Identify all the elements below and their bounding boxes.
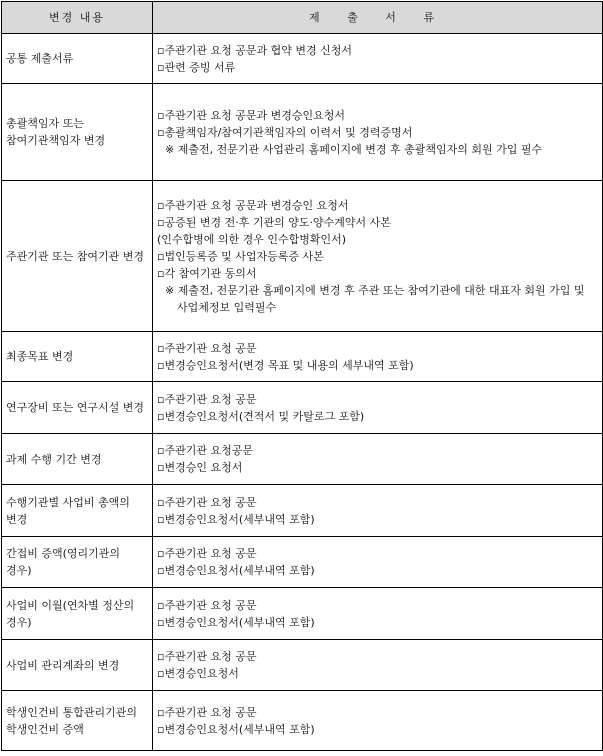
table-row: [2, 434, 603, 485]
row-category: 최종목표 변경: [2, 332, 153, 382]
row-category: 사업비 이월(연차별 정산의 경우): [2, 588, 153, 640]
table-row: [2, 34, 603, 84]
table-row: [2, 691, 603, 751]
document-item: ▫변경승인요청서: [157, 667, 239, 680]
row-documents: [153, 691, 603, 751]
table-row: [2, 485, 603, 537]
document-item: ▫주관기관 요청 공문: [157, 392, 257, 406]
document-item: ▫각 참여기관 동의서: [157, 266, 257, 280]
header-row: [2, 2, 603, 34]
document-item: ▫주관기관 요청 공문과 변경승인요청서: [157, 108, 345, 122]
row-category: 간접비 증액(영리기관의 경우): [2, 537, 153, 588]
document-item: ▫변경승인요청서(견적서 및 카탈로그 포함): [157, 409, 365, 423]
document-item: ▫변경승인 요청서: [157, 461, 243, 474]
note-item: ※ 제출전, 전문기관 사업관리 홈페이지에 변경 후 총괄책임자의 회원 가입 필수: [165, 142, 543, 156]
document-item: ▫변경승인요청서(세부내역 포함): [157, 615, 315, 629]
table-row: [2, 181, 603, 332]
document-item: ▫주관기관 요청 공문과 변경승인 요청서: [157, 198, 349, 212]
table-row: [2, 382, 603, 434]
row-documents: [153, 84, 603, 181]
document-item: ▫주관기관 요청공문: [157, 444, 253, 457]
row-documents: [153, 181, 603, 332]
row-category: 총괄책임자 또는 참여기관책임자 변경: [2, 84, 153, 181]
row-documents: [153, 537, 603, 588]
document-item: ▫변경승인요청서(변경 목표 및 내용의 세부내역 포함): [157, 358, 414, 372]
table-row: [2, 640, 603, 691]
note-item: ※ 제출전, 전문기관 홈페이지에 변경 후 주관 또는 참여기관에 대한 대표자 회원 가입 및 사업체정보 입력필수: [165, 283, 585, 314]
row-category: 사업비 관리계좌의 변경: [2, 640, 153, 691]
row-category: 연구장비 또는 연구시설 변경: [2, 382, 153, 434]
table-row: [2, 537, 603, 588]
document-item: ▫주관기관 요청 공문: [157, 341, 257, 355]
document-item: ▫관련 증빙 서류: [157, 60, 236, 74]
row-documents: [153, 34, 603, 84]
document-item: ▫변경승인요청서(세부내역 포함): [157, 722, 315, 736]
row-documents: [153, 332, 603, 382]
document-item: ▫변경승인요청서(세부내역 포함): [157, 564, 315, 577]
row-category: 주관기관 또는 참여기관 변경: [2, 181, 153, 332]
document-item: ▫주관기관 요청 공문: [157, 705, 257, 719]
document-item: ▫총괄책임자/참여기관책임자의 이력서 및 경력증명서: [157, 125, 413, 139]
table-row: [2, 84, 603, 181]
row-documents: [153, 588, 603, 640]
document-item: ▫공증된 변경 전·후 기관의 양도·양수계약서 사본: [157, 215, 391, 229]
document-item: ▫법인등록증 및 사업자등록증 사본: [157, 249, 324, 263]
header-required-documents: 제 출 서 류: [153, 2, 603, 34]
document-item: ▫주관기관 요청 공문: [157, 495, 257, 509]
document-item: (인수합병에 의한 경우 인수합병확인서): [157, 232, 347, 246]
row-documents: [153, 485, 603, 537]
row-category: 수행기관별 사업비 총액의 변경: [2, 485, 153, 537]
document-item: ▫주관기관 요청 공문: [157, 650, 257, 663]
row-documents: [153, 640, 603, 691]
document-item: ▫주관기관 요청 공문: [157, 547, 257, 560]
document-item: ▫주관기관 요청 공문과 협약 변경 신청서: [157, 43, 352, 57]
row-category: 공통 제출서류: [2, 34, 153, 84]
row-documents: [153, 434, 603, 485]
document-item: ▫주관기관 요청 공문: [157, 598, 257, 612]
document-item: ▫변경승인요청서(세부내역 포함): [157, 512, 315, 526]
row-category: 과제 수행 기간 변경: [2, 434, 153, 485]
document-change-table: [1, 1, 603, 751]
row-documents: [153, 382, 603, 434]
header-change-content: 변경 내용: [2, 2, 153, 34]
table-row: [2, 588, 603, 640]
row-category: 학생인건비 통합관리기관의 학생인건비 증액: [2, 691, 153, 751]
table-row: [2, 332, 603, 382]
